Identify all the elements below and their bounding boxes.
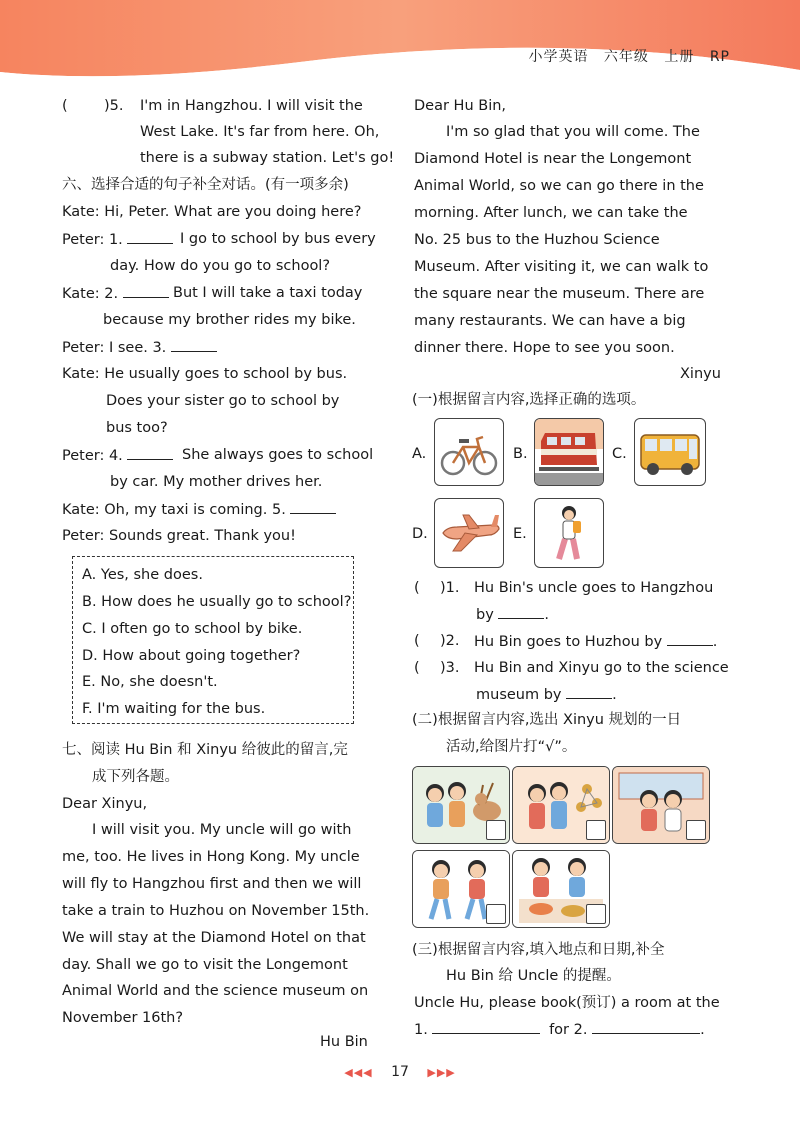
part-3-title-cont: Hu Bin 给 Uncle 的提醒。 [446, 968, 621, 984]
walking-boy-icon [535, 499, 603, 567]
activity-bus-ride-picture[interactable] [612, 766, 710, 844]
option-item: C. I often go to school by bike. [82, 621, 303, 637]
prev-arrows-icon: ◀◀◀ [344, 1066, 373, 1079]
part-2-title-cont: 活动,给图片打“√”。 [446, 739, 577, 755]
letter-line: I will visit you. My uncle will go with [92, 822, 352, 838]
dialog-line: Peter: 1. [62, 229, 173, 250]
dialog-line: because my brother rides my bike. [103, 312, 356, 328]
letter-greeting: Dear Hu Bin, [414, 98, 507, 114]
pic-label-e: E. [513, 526, 527, 542]
dialog-line: She always goes to school [182, 447, 374, 463]
q-number: )3. [440, 660, 460, 676]
next-arrows-icon: ▶▶▶ [427, 1066, 456, 1079]
header-term: 上册 [664, 49, 695, 65]
header-edition: RP [709, 49, 730, 65]
bus-picture[interactable] [634, 418, 706, 486]
letter-line: many restaurants. We can have a big [414, 313, 686, 329]
letter-line: Animal World and the science museum on [62, 983, 369, 999]
letter-line: the square near the museum. There are [414, 286, 705, 302]
letter-line: Animal World, so we can go there in the [414, 178, 704, 194]
answer-blank[interactable] [667, 631, 713, 646]
dialog-line: Kate: Oh, my taxi is coming. 5. [62, 499, 336, 520]
letter-signature: Hu Bin [320, 1034, 368, 1050]
dialog-line: day. How do you go to school? [110, 258, 331, 274]
option-item: A. Yes, she does. [82, 567, 203, 583]
dialog-line: Does your sister go to school by [106, 393, 340, 409]
q5-line: there is a subway station. Let's go! [140, 150, 395, 166]
tick-box[interactable] [486, 904, 506, 924]
activity-walk-picture[interactable] [412, 850, 510, 928]
pic-label-a: A. [412, 446, 427, 462]
letter-line: Diamond Hotel is near the Longemont [414, 151, 692, 167]
letter-line: day. Shall we go to visit the Longemont [62, 957, 348, 973]
section-7-title-cont: 成下列各题。 [92, 769, 179, 785]
reminder-line: 1. for 2. . [414, 1019, 705, 1040]
header-grade: 六年级 [603, 49, 649, 65]
header-subject: 小学英语 [528, 49, 589, 65]
letter-line: will fly to Hangzhou first and then we will [62, 876, 362, 892]
section-7-title: 七、阅读 Hu Bin 和 Xinyu 给彼此的留言,完 [62, 742, 348, 758]
answer-blank[interactable] [290, 499, 336, 514]
answer-blank[interactable] [123, 283, 169, 298]
option-item: B. How does he usually go to school? [82, 594, 352, 610]
letter-line: Museum. After visiting it, we can walk to [414, 259, 709, 275]
q-text: museum by . [476, 684, 617, 705]
letter-line: take a train to Huzhou on November 15th. [62, 903, 370, 919]
pic-label-b: B. [513, 446, 528, 462]
q-paren: ( [414, 580, 420, 596]
q-text: Hu Bin and Xinyu go to the science [474, 660, 729, 676]
tick-box[interactable] [586, 904, 606, 924]
q5-line: I'm in Hangzhou. I will visit the [140, 98, 363, 114]
answer-blank[interactable] [127, 445, 173, 460]
activity-zoo-picture[interactable] [412, 766, 510, 844]
bike-picture[interactable] [434, 418, 504, 486]
dialog-line: Kate: 2. [62, 283, 169, 304]
page-number: 17 [391, 1064, 409, 1080]
place-blank[interactable] [432, 1019, 540, 1034]
dialog-line: But I will take a taxi today [173, 285, 363, 301]
header-info [518, 46, 730, 66]
q-number: )2. [440, 633, 460, 649]
activity-museum-picture[interactable] [512, 766, 610, 844]
bus-icon [635, 419, 705, 485]
part-1-title: (一)根据留言内容,选择正确的选项。 [412, 392, 646, 408]
letter-line: November 16th? [62, 1010, 184, 1026]
page-header [0, 0, 800, 80]
letter-line: morning. After lunch, we can take the [414, 205, 688, 221]
answer-blank[interactable] [566, 684, 612, 699]
part-2-title: (二)根据留言内容,选出 Xinyu 规划的一日 [412, 712, 682, 728]
section-6-title: 六、选择合适的句子补全对话。(有一项多余) [62, 177, 349, 193]
q5-number: )5. [104, 98, 124, 114]
option-item: D. How about going together? [82, 648, 301, 664]
page-footer [0, 1064, 800, 1080]
letter-greeting: Dear Xinyu, [62, 796, 148, 812]
dialog-line: Peter: 4. [62, 445, 173, 466]
dialog-line: bus too? [106, 420, 168, 436]
tick-box[interactable] [486, 820, 506, 840]
q5-paren: ( [62, 98, 68, 114]
dialog-line: Kate: He usually goes to school by bus. [62, 366, 348, 382]
dialog-line: Peter: Sounds great. Thank you! [62, 528, 296, 544]
dialog-line: Kate: Hi, Peter. What are you doing here? [62, 204, 362, 220]
letter-line: I'm so glad that you will come. The [446, 124, 700, 140]
letter-line: dinner there. Hope to see you soon. [414, 340, 675, 356]
q-text: Hu Bin's uncle goes to Hangzhou [474, 580, 714, 596]
dialog-line: Peter: I see. 3. [62, 337, 217, 358]
letter-line: No. 25 bus to the Huzhou Science [414, 232, 660, 248]
header-band [0, 0, 800, 80]
letter-signature: Xinyu [680, 366, 721, 382]
q5-line: West Lake. It's far from here. Oh, [140, 124, 380, 140]
dialog-line: by car. My mother drives her. [110, 474, 323, 490]
option-item: E. No, she doesn't. [82, 674, 218, 690]
train-picture[interactable] [534, 418, 604, 486]
answer-blank[interactable] [127, 229, 173, 244]
q-text: Hu Bin goes to Huzhou by . [474, 631, 717, 652]
dialog-line: I go to school by bus every [180, 231, 376, 247]
letter-line: We will stay at the Diamond Hotel on that [62, 930, 366, 946]
answer-blank[interactable] [171, 337, 217, 352]
tick-box[interactable] [686, 820, 706, 840]
plane-icon [435, 499, 503, 567]
plane-picture[interactable] [434, 498, 504, 568]
pic-label-c: C. [612, 446, 627, 462]
reminder-line: Uncle Hu, please book(预订) a room at the [414, 995, 720, 1011]
q-number: )1. [440, 580, 460, 596]
walk-picture[interactable] [534, 498, 604, 568]
option-item: F. I'm waiting for the bus. [82, 701, 266, 717]
activity-dinner-picture[interactable] [512, 850, 610, 928]
answer-blank[interactable] [498, 604, 544, 619]
q-text: by . [476, 604, 549, 625]
q-paren: ( [414, 660, 420, 676]
bike-icon [435, 419, 503, 485]
pic-label-d: D. [412, 526, 428, 542]
train-icon [535, 419, 603, 485]
date-blank[interactable] [592, 1019, 700, 1034]
tick-box[interactable] [586, 820, 606, 840]
q-paren: ( [414, 633, 420, 649]
letter-line: me, too. He lives in Hong Kong. My uncle [62, 849, 360, 865]
part-3-title: (三)根据留言内容,填入地点和日期,补全 [412, 942, 665, 958]
